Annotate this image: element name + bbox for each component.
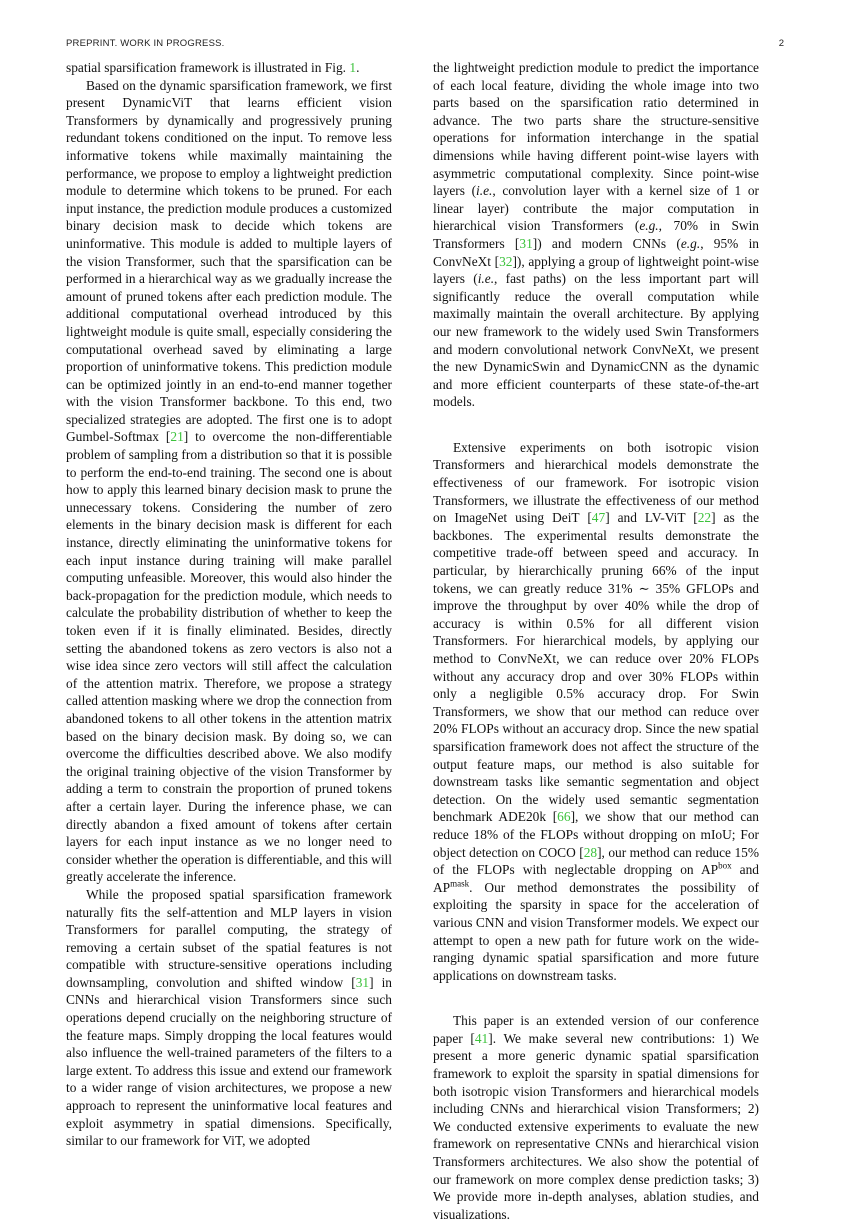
paragraph-contributions: This paper is an extended version of our conference paper [41]. We make several new contributions: 1) We present a more generic dynamic spatial sparsification framework to exploit the sparsity in spatial dimensions for both isotropic vision Transformers and hierarchical models including CNNs and hierarchical vision Transformers; 2) We conducted extensive experiments to evaluate the new framework on representative CNNs and hierarchical vision Transformers architectures. We also show the potential of our framework on more complex dense prediction tasks; 3) We provide more in-depth analyses, ablation studies, and visualizations. bbox=[433, 1013, 759, 1222]
page-number: 2 bbox=[778, 38, 784, 49]
left-column bbox=[66, 59, 392, 1150]
citation-link[interactable]: 22 bbox=[697, 510, 712, 526]
paragraph-continuation: spatial sparsification framework is illustrated in Fig. 1. bbox=[66, 60, 360, 75]
citation-link[interactable]: 31 bbox=[519, 235, 533, 251]
paragraph-dynamicvit: Based on the dynamic sparsification framework, we first present DynamicViT that learns efficient vision Transformers by dynamically and progressively pruning redundant tokens conditioned on the input. To remove less informative tokens while maximally maintaining the performance, we propose to employ a lightweight prediction module to determine which tokens to be pruned. For each input instance, the prediction module produces a customized binary decision mask to decide which tokens are uninformative. This module is added to multiple layers of the vision Transformer, such that the sparsification can be performed in a hierarchical way as we gradually increase the amount of pruned tokens after each prediction module. The additional computational overhead introduced by this lightweight module is quite small, especially considering the computational overhead saved by eliminating a large proportion of uninformative tokens. This prediction module can be optimized jointly in an end-to-end manner together with the vision Transformer backbone. To this end, two specialized strategies are adopted. The first one is to adopt Gumbel-Softmax [21] to overcome the non-differentiable problem of sampling from a distribution so that it is possible to perform the end-to-end training. The second one is about how to apply this learned binary decision mask to prune the unnecessary tokens. Considering the number of zero elements in the binary decision mask is different for each instance, directly eliminating the uninformative tokens for each input instance during training will make parallel computing unfeasible. Moreover, this would also hinder the back-propagation for the prediction module, which needs to calculate the probability distribution of whether to keep the token even if it is finally eliminated. Besides, directly setting the abandoned tokens as zero vectors is also not a wise idea since zero vectors will still affect the calculation of the attention matrix. Therefore, we propose a strategy called attention masking where we drop the connection from abandoned tokens to all other tokens in the attention matrix based on the binary decision mask. By doing so, we can overcome the difficulties described above. We also modify the original training objective of the vision Transformer by adding a term to constrain the proportion of pruned tokens after a certain layer. During the inference phase, we can directly abandon a fixed amount of tokens after certain layers for each input instance as we no longer need to consider whether the operation is differentiable, and this will greatly accelerate the inference. bbox=[66, 77, 392, 885]
right-column bbox=[433, 59, 759, 1223]
citation-link[interactable]: 66 bbox=[557, 809, 571, 825]
citation-link[interactable]: 32 bbox=[499, 253, 513, 269]
citation-link[interactable]: 47 bbox=[591, 510, 606, 526]
paragraph-structure-sensitive: While the proposed spatial sparsification framework naturally fits the self-attention and MLP layers in vision Transformers for parallel computing, the strategy of removing a certain subset of the spatial features is not compatible with structure-sensitive operations including downsampling, convolution and shifted window [31] in CNNs and hierarchical vision Transformers since such operations depend crucially on the neighboring structure of the feature maps. Simply dropping the local features would also influence the well-trained parameters of the filters to a large extent. To address this issue and extend our framework to a wider range of vision architectures, we propose a new approach to represent the uninformative local features and exploit asymmetry in spatial dimensions. Specifically, similar to our framework for ViT, we adopted bbox=[66, 886, 392, 1149]
citation-link[interactable]: 31 bbox=[355, 974, 370, 990]
figure-link[interactable]: 1 bbox=[349, 60, 357, 75]
citation-link[interactable]: 41 bbox=[474, 1030, 489, 1046]
citation-link[interactable]: 21 bbox=[170, 429, 184, 445]
paragraph-prediction-module: the lightweight prediction module to predict the importance of each local feature, dividing the whole image into two parts based on the sparsification ratio determined in advance. The two parts share the structure-sensitive operations for information interchange in the spatial dimensions while having different point-wise layers with asymmetric computational complexity. Since point-wise layers (i.e., convolution layer with a kernel size of 1 or linear layer) contribute the major computation in hierarchical vision Transformers (e.g., 70% in Swin Transformers [31]) and modern CNNs (e.g., 95% in ConvNeXt [32]), applying a group of lightweight point-wise layers (i.e., fast paths) on the less important part will significantly reduce the overall computation while maximally maintain the overall architecture. By applying our new framework to the widely used Swin Transformers and modern convolutional network ConvNeXt, we present the new DynamicSwin and DynamicCNN as the dynamic and more efficient counterparts of these state-of-the-art models. bbox=[433, 60, 760, 410]
paragraph-experiments: Extensive experiments on both isotropic vision Transformers and hierarchical models demonstrate the effectiveness of our framework. For isotropic vision Transformers, we illustrate the effectiveness of our method on ImageNet using DeiT [47] and LV-ViT [22] as the backbones. The experimental results demonstrate the competitive trade-off between speed and accuracy. In particular, by hierarchically pruning 66% of the input tokens, we can greatly reduce 31% ∼ 35% GFLOPs and improve the throughput by over 40% while the drop of accuracy is within 0.5% for all different vision Transformers. For hierarchical models, by applying our method to ConvNeXt, we can reduce over 20% FLOPs without any accuracy drop and over 30% FLOPs within only a negligible 0.5% accuracy drop. For Swin Transformers, we show that our method can reduce over 20% FLOPs without an accuracy drop. Since the new spatial sparsification framework does not affect the structure of the output feature maps, our method is also suitable for downstream tasks like semantic segmentation and object detection. On the widely used semantic segmentation benchmark ADE20k [66], we show that our method can reduce 18% of the FLOPs without dropping on mIoU; For object detection on COCO [28], our method can reduce 15% of the FLOPs with neglectable dropping on $AP^{box}$ and $AP^{mask}$. Our method demonstrates the possibility of exploiting the sparsity in space for the acceleration of various CNN and vision Transformer models. We expect our attempt to open a new path for future work on the wide-ranging dynamic spatial sparsification and more future applications on downstream tasks. bbox=[433, 439, 760, 983]
running-title: PREPRINT. WORK IN PROGRESS. bbox=[66, 38, 225, 49]
citation-link[interactable]: 28 bbox=[583, 844, 598, 860]
